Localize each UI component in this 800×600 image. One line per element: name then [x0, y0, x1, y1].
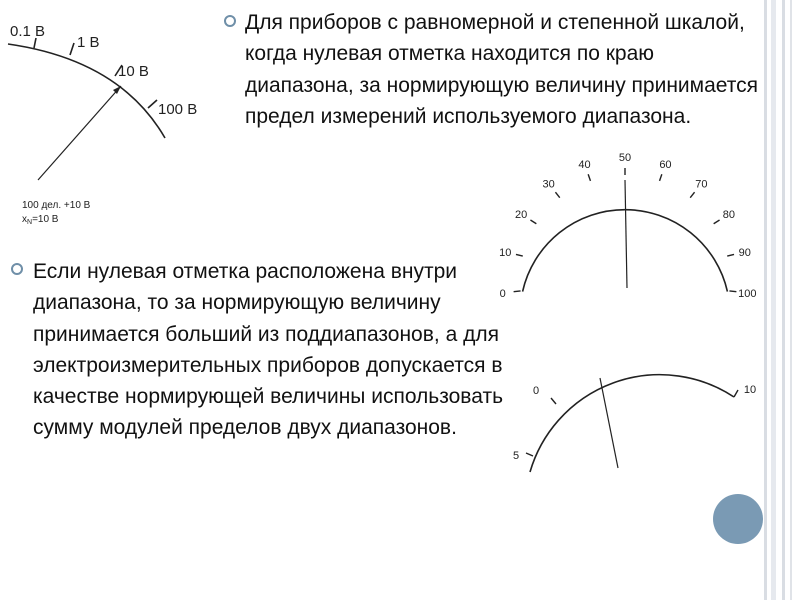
scale-label: 70	[695, 178, 708, 191]
pointer-needle	[625, 180, 627, 288]
scale-label: 0	[532, 385, 540, 397]
scale-tick	[555, 192, 559, 197]
paragraph-inner-zero: Если нулевая отметка расположена внутри диапазона, то за нормирующую величину принимается больший из поддиапазонов, а для электроизмерительных приборов допускается в качестве нормирующей величины использовать сумму модулей пределов двух диапазонов.	[33, 260, 504, 440]
bullet-icon	[11, 263, 23, 275]
scale-arc	[523, 210, 728, 292]
scale-label: 10	[743, 384, 757, 396]
scale-label: 90	[738, 246, 751, 259]
scale-label: 60	[659, 158, 672, 171]
scale-tick	[551, 398, 556, 404]
scale-label: 100	[738, 287, 757, 300]
scale-tick	[727, 254, 734, 256]
scale-arc	[530, 375, 734, 472]
decorative-circle	[713, 494, 763, 544]
scale-tick	[530, 220, 536, 224]
scale-tick	[714, 220, 720, 224]
decorative-rail	[771, 0, 776, 600]
scale-label: 5	[512, 450, 520, 462]
decorative-rail	[790, 0, 792, 600]
scale-label: 80	[722, 209, 735, 222]
scale-label: 1 В	[77, 34, 100, 51]
scale-note: 100 дел. +10 В	[22, 200, 91, 211]
scale-label: 40	[578, 158, 591, 171]
scale-label: 50	[618, 152, 632, 164]
decorative-rail	[782, 0, 785, 600]
scale-tick	[729, 291, 736, 292]
scale-tick	[526, 453, 533, 456]
bullet-icon	[224, 15, 236, 27]
pointer-needle	[38, 86, 121, 180]
scale-label: 20	[515, 209, 528, 222]
scale-tick	[690, 192, 694, 197]
scale-label: 10 В	[118, 63, 149, 80]
scale-note-formula: $x_N=10$ В	[22, 214, 59, 226]
pointer-needle	[600, 378, 618, 468]
scale-tick	[148, 100, 157, 108]
paragraph-edge-zero: Для приборов с равномерной и степенной шкалой, когда нулевая отметка находится по краю диапазона, за нормирующую величину принимается предел измерений используемого диапазона.	[245, 11, 759, 128]
scale-tick	[588, 174, 590, 181]
scale-tick	[70, 43, 74, 55]
scale-label: 100 В	[158, 101, 198, 118]
scale-label: 30	[542, 178, 555, 191]
center-zero-scale-diagram	[500, 360, 760, 480]
scale-tick	[660, 174, 662, 181]
log-scale-diagram	[0, 0, 230, 240]
scale-label: 10	[499, 246, 512, 259]
scale-label: 0.1 В	[10, 23, 46, 40]
scale-label: 0	[499, 287, 506, 300]
scale-arc	[8, 44, 165, 138]
scale-tick	[734, 390, 738, 397]
